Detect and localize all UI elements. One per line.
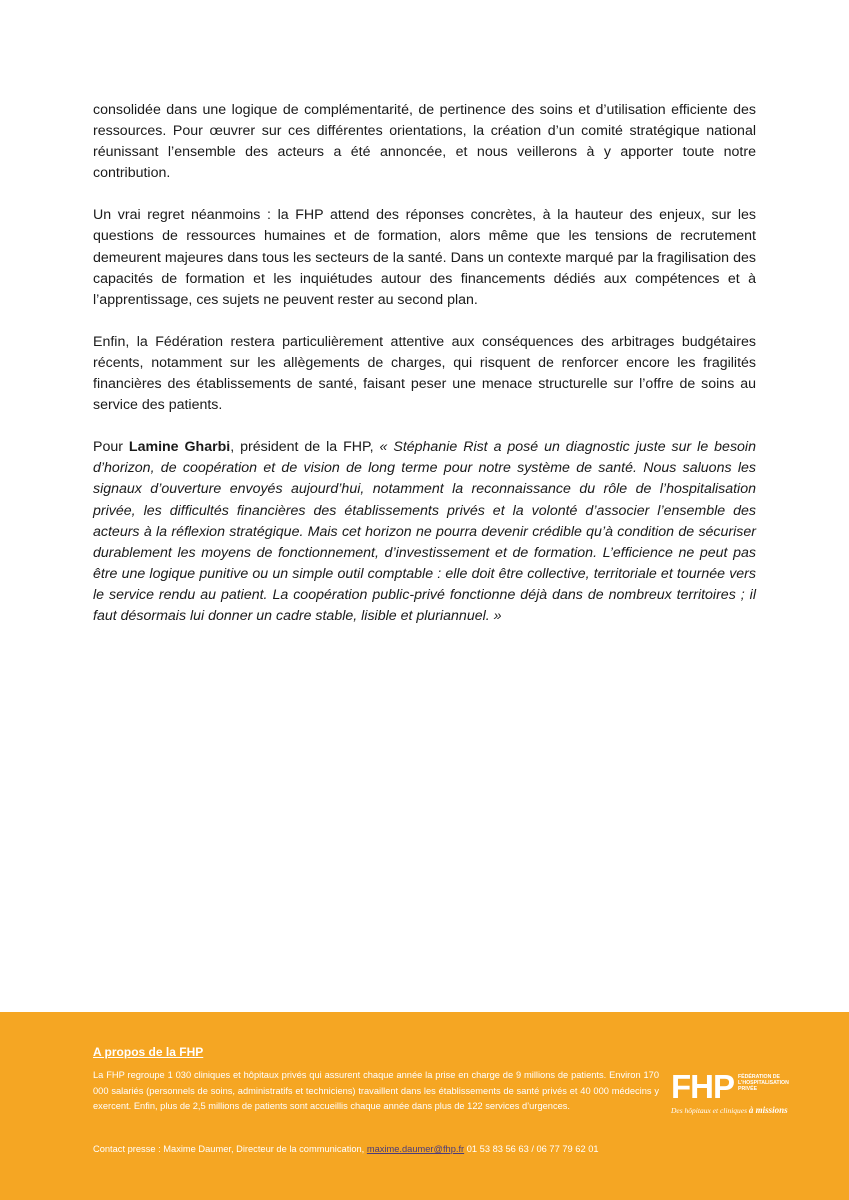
about-footer	[0, 1012, 849, 1200]
paragraph-quote	[93, 437, 756, 627]
press-contact	[93, 1142, 693, 1157]
footer-title: A propos de la FHP	[93, 1045, 204, 1059]
logo-tagline-emphasis: à missions	[748, 1105, 788, 1115]
logo-subtitle: FÉDÉRATION DE L’HOSPITALISATION PRIVÉE	[738, 1074, 789, 1093]
quote-text: « Stéphanie Rist a posé un diagnostic juste sur le besoin d’horizon, de coopération et de vision de long terme pour notre système de santé. Nous saluons les signaux d’ouverture envoyés aujourd’hui, notamment la reconnaissance du rôle de l’hospitalisation privée, les difficultés financières des établissements privés et la volonté d’associer l’ensemble des acteurs à la réflexion stratégique. Mais cet horizon ne pourra devenir crédible qu’à condition de sécuriser durablement les moyens de fonctionnement, d’investissement et de formation. L’efficience ne peut pas être une logique punitive ou un simple outil comptable : elle doit être collective, territoriale et tournée vers le service rendu au patient. La coopération public-privé fonctionne déjà dans de nombreux territoires ; il faut désormais lui donner un cadre stable, lisible et pluriannuel. »	[93, 439, 756, 624]
fhp-logo	[671, 1070, 801, 1120]
quote-prefix: Pour	[93, 439, 129, 456]
speaker-role: , président de la FHP,	[230, 439, 380, 456]
logo-letters: FHP	[671, 1068, 734, 1105]
footer-about-text: La FHP regroupe 1 030 cliniques et hôpitaux privés qui assurent chaque année la prise en charge de 9 millions de patients. Environ 170 000 salariés (personnels de soins, administratifs et techniciens) travaillent dans les établissements de santé privés et 40 000 médecins y exercent. Enfin, plus de 2,5 millions de patients sont accueillis chaque année dans plus de 122 services d’urgences.	[93, 1070, 659, 1112]
logo-tagline	[671, 1105, 788, 1115]
speaker-name: Lamine Gharbi	[128, 439, 231, 456]
paragraph-1: consolidée dans une logique de complémentarité, de pertinence des soins et d’utilisation efficiente des ressources. Pour œuvrer sur ces différentes orientations, la création d’un comité stratégique national réunissant l’ensemble des acteurs a été annoncée, et nous veillerons à y apporter toute notre contribution.	[93, 102, 756, 182]
contact-email-link[interactable]: maxime.daumer@fhp.fr	[366, 1144, 465, 1154]
contact-label: Contact presse : Maxime Daumer, Directeur de la communication,	[93, 1144, 367, 1154]
paragraph-3: Enfin, la Fédération restera particulièrement attentive aux conséquences des arbitrages budgétaires récents, notamment sur les allègements de charges, qui risquent de renforcer encore les fragilités financières des établissements de santé, faisant peser une menace structurelle sur l’offre de soins au service des patients.	[93, 333, 756, 414]
document-body	[93, 100, 756, 648]
logo-tagline-prefix: Des hôpitaux et cliniques	[671, 1106, 749, 1115]
paragraph-2: Un vrai regret néanmoins : la FHP attend des réponses concrètes, à la hauteur des enjeux, sur les questions de ressources humaines et de formation, alors même que les tensions de recrutement demeurent majeures dans tous les secteurs de la santé. Dans un contexte marqué par la fragilisation des capacités de formation et les inquiétudes autour des financements dédiés aux compétences et à l’apprentissage, ces sujets ne peuvent rester au second plan.	[93, 207, 756, 308]
contact-phones: 01 53 83 56 63 / 06 77 79 62 01	[464, 1144, 599, 1154]
